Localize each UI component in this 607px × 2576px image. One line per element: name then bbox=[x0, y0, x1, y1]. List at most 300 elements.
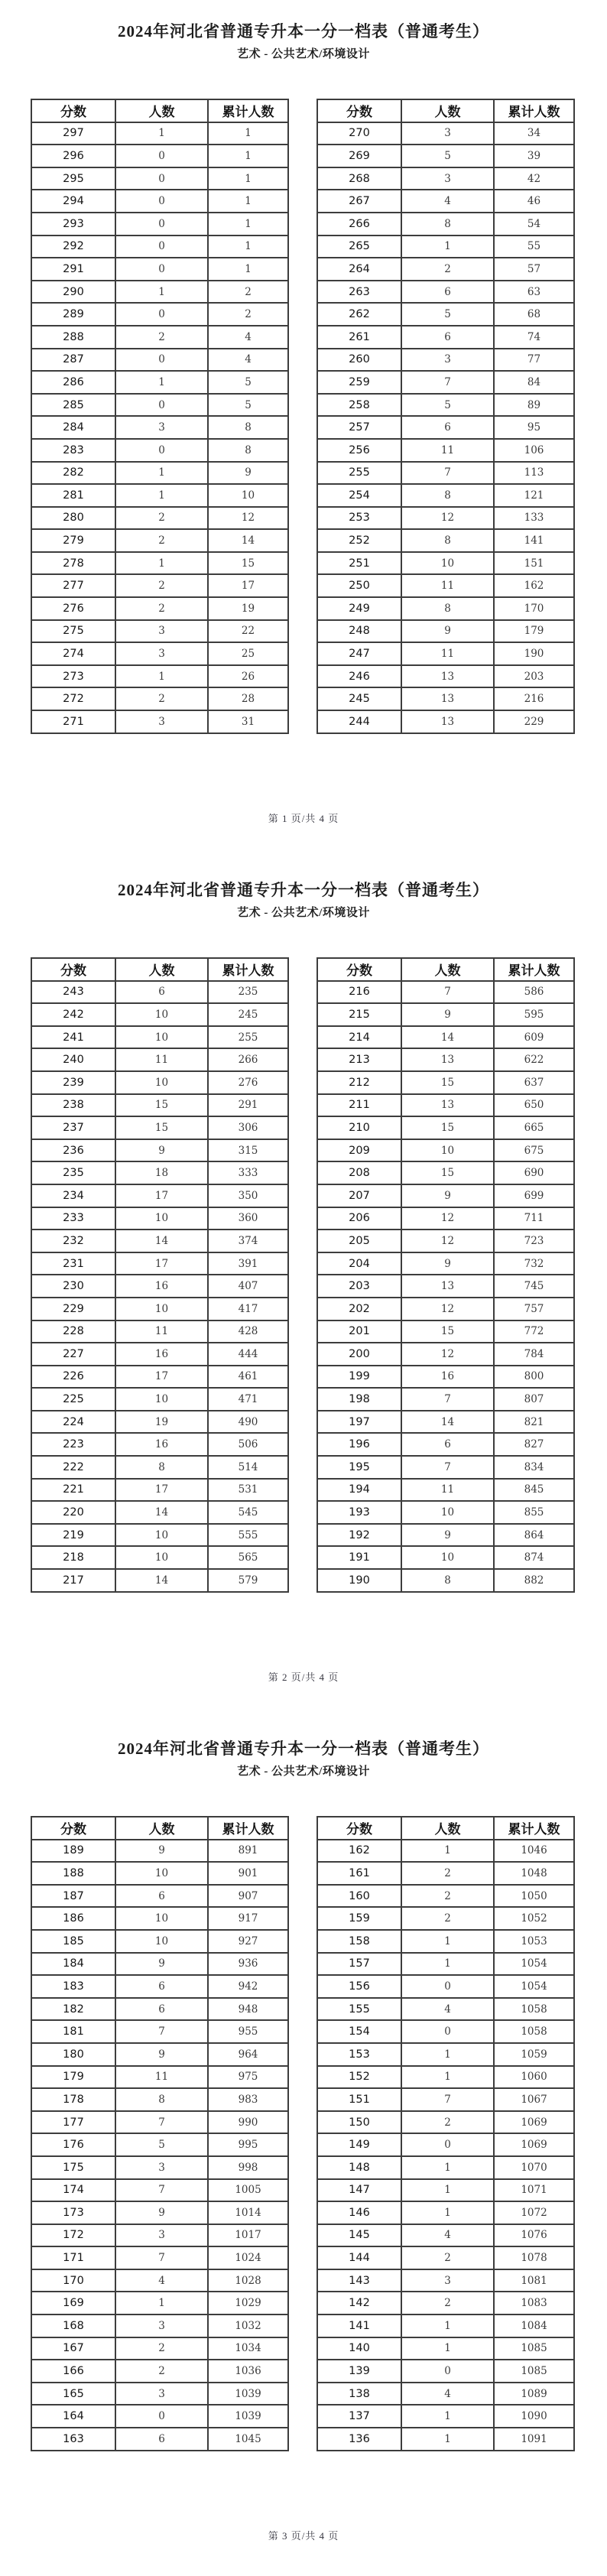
score-cell: 202 bbox=[317, 1298, 401, 1320]
score-cell: 268 bbox=[317, 167, 401, 190]
table-row bbox=[31, 1456, 288, 1479]
count-cell: 7 bbox=[401, 462, 494, 485]
table-row bbox=[317, 1003, 574, 1026]
cumulative-cell: 229 bbox=[494, 710, 574, 733]
count-cell: 7 bbox=[115, 2246, 208, 2269]
count-cell: 2 bbox=[115, 2360, 208, 2383]
table-header-row bbox=[317, 958, 574, 981]
page-3 bbox=[0, 1717, 607, 2576]
table-row bbox=[31, 2405, 288, 2428]
page-title: 2024年河北省普通专升本一分一档表（普通考生） bbox=[118, 1740, 489, 1758]
count-cell: 14 bbox=[115, 1569, 208, 1592]
count-cell: 2 bbox=[401, 258, 494, 281]
cumulative-cell: 54 bbox=[494, 213, 574, 236]
table-header-row bbox=[317, 1817, 574, 1840]
cumulative-cell: 942 bbox=[208, 1975, 288, 1998]
score-cell: 172 bbox=[31, 2224, 115, 2247]
table-row bbox=[317, 1433, 574, 1456]
cumulative-cell: 203 bbox=[494, 665, 574, 688]
score-cell: 162 bbox=[317, 1840, 401, 1863]
score-cell: 235 bbox=[31, 1161, 115, 1184]
score-cell: 286 bbox=[31, 371, 115, 394]
cumulative-cell: 255 bbox=[208, 1026, 288, 1049]
table-row bbox=[31, 2428, 288, 2451]
score-cell: 156 bbox=[317, 1975, 401, 1998]
cumulative-cell: 1039 bbox=[208, 2383, 288, 2405]
cumulative-cell: 1032 bbox=[208, 2315, 288, 2337]
count-cell: 13 bbox=[401, 1094, 494, 1117]
cumulative-cell: 1 bbox=[208, 190, 288, 213]
count-cell: 0 bbox=[115, 303, 208, 326]
count-cell: 16 bbox=[401, 1366, 494, 1389]
cumulative-cell: 1024 bbox=[208, 2246, 288, 2269]
cumulative-cell: 579 bbox=[208, 1569, 288, 1592]
count-cell: 9 bbox=[401, 1252, 494, 1275]
score-cell: 224 bbox=[31, 1411, 115, 1434]
score-cell: 278 bbox=[31, 552, 115, 575]
table-row bbox=[317, 642, 574, 665]
count-cell: 15 bbox=[401, 1320, 494, 1343]
cumulative-cell: 514 bbox=[208, 1456, 288, 1479]
count-cell: 1 bbox=[401, 2201, 494, 2224]
count-cell: 10 bbox=[115, 1026, 208, 1049]
table-row bbox=[317, 122, 574, 145]
count-cell: 3 bbox=[401, 122, 494, 145]
table-row bbox=[31, 2224, 288, 2247]
cumulative-cell: 1069 bbox=[494, 2133, 574, 2156]
cumulative-cell: 1053 bbox=[494, 1930, 574, 1953]
count-cell: 6 bbox=[401, 326, 494, 349]
score-cell: 246 bbox=[317, 665, 401, 688]
count-cell: 0 bbox=[115, 213, 208, 236]
table-row bbox=[31, 1885, 288, 1908]
table-header-row bbox=[31, 958, 288, 981]
count-cell: 1 bbox=[401, 2337, 494, 2360]
column-header: 累计人数 bbox=[208, 958, 288, 981]
score-cell: 253 bbox=[317, 507, 401, 530]
column-header: 累计人数 bbox=[494, 1817, 574, 1840]
score-cell: 191 bbox=[317, 1546, 401, 1569]
count-cell: 10 bbox=[115, 1862, 208, 1885]
cumulative-cell: 190 bbox=[494, 642, 574, 665]
score-cell: 222 bbox=[31, 1456, 115, 1479]
score-cell: 189 bbox=[31, 1840, 115, 1863]
score-cell: 285 bbox=[31, 394, 115, 417]
table-row bbox=[31, 1161, 288, 1184]
cumulative-cell: 162 bbox=[494, 574, 574, 597]
cumulative-cell: 1070 bbox=[494, 2156, 574, 2179]
page-2 bbox=[0, 859, 607, 1717]
score-cell: 199 bbox=[317, 1366, 401, 1389]
score-cell: 283 bbox=[31, 439, 115, 462]
table-row bbox=[31, 1930, 288, 1953]
table-row bbox=[317, 2360, 574, 2383]
page-subtitle: 艺术 - 公共艺术/环境设计 bbox=[237, 1766, 370, 1778]
cumulative-cell: 1060 bbox=[494, 2066, 574, 2089]
table-row bbox=[31, 1094, 288, 1117]
score-cell: 266 bbox=[317, 213, 401, 236]
score-cell: 136 bbox=[317, 2428, 401, 2451]
cumulative-cell: 490 bbox=[208, 1411, 288, 1434]
count-cell: 11 bbox=[401, 439, 494, 462]
score-cell: 237 bbox=[31, 1116, 115, 1139]
table-row bbox=[317, 1139, 574, 1162]
table-row bbox=[31, 484, 288, 507]
score-cell: 206 bbox=[317, 1207, 401, 1230]
count-cell: 10 bbox=[401, 1546, 494, 1569]
table-row bbox=[317, 2020, 574, 2043]
cumulative-cell: 39 bbox=[494, 145, 574, 167]
cumulative-cell: 1089 bbox=[494, 2383, 574, 2405]
score-cell: 248 bbox=[317, 620, 401, 643]
count-cell: 6 bbox=[115, 1975, 208, 1998]
table-row bbox=[31, 2246, 288, 2269]
count-cell: 9 bbox=[115, 1139, 208, 1162]
score-cell: 163 bbox=[31, 2428, 115, 2451]
cumulative-cell: 1 bbox=[208, 236, 288, 258]
count-cell: 11 bbox=[401, 574, 494, 597]
count-cell: 10 bbox=[115, 1388, 208, 1411]
score-cell: 275 bbox=[31, 620, 115, 643]
table-row bbox=[31, 1975, 288, 1998]
score-cell: 167 bbox=[31, 2337, 115, 2360]
table-row bbox=[31, 213, 288, 236]
count-cell: 12 bbox=[401, 1230, 494, 1252]
count-cell: 0 bbox=[401, 2020, 494, 2043]
table-row bbox=[31, 507, 288, 530]
cumulative-cell: 4 bbox=[208, 349, 288, 372]
score-cell: 295 bbox=[31, 167, 115, 190]
cumulative-cell: 995 bbox=[208, 2133, 288, 2156]
count-cell: 10 bbox=[401, 1139, 494, 1162]
score-cell: 217 bbox=[31, 1569, 115, 1592]
count-cell: 0 bbox=[401, 2133, 494, 2156]
cumulative-cell: 8 bbox=[208, 416, 288, 439]
score-cell: 239 bbox=[31, 1071, 115, 1094]
table-row bbox=[317, 484, 574, 507]
table-row bbox=[317, 303, 574, 326]
table-row bbox=[317, 2315, 574, 2337]
table-row bbox=[317, 1094, 574, 1117]
score-cell: 281 bbox=[31, 484, 115, 507]
score-cell: 139 bbox=[317, 2360, 401, 2383]
cumulative-cell: 732 bbox=[494, 1252, 574, 1275]
cumulative-cell: 42 bbox=[494, 167, 574, 190]
count-cell: 1 bbox=[115, 484, 208, 507]
cumulative-cell: 975 bbox=[208, 2066, 288, 2089]
table-row bbox=[31, 1998, 288, 2021]
score-cell: 272 bbox=[31, 687, 115, 710]
cumulative-cell: 531 bbox=[208, 1479, 288, 1502]
table-row bbox=[31, 2201, 288, 2224]
score-cell: 153 bbox=[317, 2043, 401, 2066]
cumulative-cell: 461 bbox=[208, 1366, 288, 1389]
count-cell: 15 bbox=[401, 1116, 494, 1139]
count-cell: 3 bbox=[115, 2383, 208, 2405]
cumulative-cell: 586 bbox=[494, 981, 574, 1004]
count-cell: 17 bbox=[115, 1184, 208, 1207]
score-cell: 144 bbox=[317, 2246, 401, 2269]
count-cell: 13 bbox=[401, 665, 494, 688]
table-row bbox=[31, 2315, 288, 2337]
score-cell: 140 bbox=[317, 2337, 401, 2360]
score-cell: 212 bbox=[317, 1071, 401, 1094]
score-cell: 263 bbox=[317, 281, 401, 304]
cumulative-cell: 882 bbox=[494, 1569, 574, 1592]
cumulative-cell: 428 bbox=[208, 1320, 288, 1343]
cumulative-cell: 891 bbox=[208, 1840, 288, 1863]
score-cell: 223 bbox=[31, 1433, 115, 1456]
count-cell: 8 bbox=[115, 1456, 208, 1479]
cumulative-cell: 983 bbox=[208, 2088, 288, 2111]
cumulative-cell: 391 bbox=[208, 1252, 288, 1275]
score-cell: 194 bbox=[317, 1479, 401, 1502]
cumulative-cell: 545 bbox=[208, 1501, 288, 1524]
table-row bbox=[317, 574, 574, 597]
score-cell: 245 bbox=[317, 687, 401, 710]
table-row bbox=[317, 281, 574, 304]
count-cell: 6 bbox=[401, 281, 494, 304]
cumulative-cell: 68 bbox=[494, 303, 574, 326]
table-row bbox=[31, 1840, 288, 1863]
cumulative-cell: 784 bbox=[494, 1343, 574, 1366]
count-cell: 0 bbox=[401, 2360, 494, 2383]
table-row bbox=[31, 1501, 288, 1524]
table-row bbox=[31, 529, 288, 552]
cumulative-cell: 2 bbox=[208, 281, 288, 304]
cumulative-cell: 1 bbox=[208, 122, 288, 145]
cumulative-cell: 1083 bbox=[494, 2292, 574, 2315]
page-footer: 第 1 页/共 4 页 bbox=[268, 813, 339, 824]
cumulative-cell: 306 bbox=[208, 1116, 288, 1139]
count-cell: 2 bbox=[401, 1885, 494, 1908]
score-cell: 228 bbox=[31, 1320, 115, 1343]
cumulative-cell: 699 bbox=[494, 1184, 574, 1207]
count-cell: 4 bbox=[401, 2224, 494, 2247]
table-row bbox=[317, 349, 574, 372]
cumulative-cell: 34 bbox=[494, 122, 574, 145]
tables-container bbox=[0, 1816, 607, 2451]
table-row bbox=[317, 1298, 574, 1320]
table-row bbox=[31, 2088, 288, 2111]
cumulative-cell: 10 bbox=[208, 484, 288, 507]
table-row bbox=[31, 2337, 288, 2360]
count-cell: 13 bbox=[401, 687, 494, 710]
table-row bbox=[31, 574, 288, 597]
score-cell: 249 bbox=[317, 597, 401, 620]
table-row bbox=[31, 1907, 288, 1930]
count-cell: 15 bbox=[401, 1161, 494, 1184]
count-cell: 1 bbox=[115, 281, 208, 304]
count-cell: 19 bbox=[115, 1411, 208, 1434]
table-header-row bbox=[317, 99, 574, 122]
table-row bbox=[31, 1275, 288, 1298]
page-header bbox=[0, 0, 607, 63]
count-cell: 2 bbox=[115, 326, 208, 349]
table-row bbox=[31, 394, 288, 417]
table-row bbox=[31, 190, 288, 213]
table-row bbox=[317, 597, 574, 620]
cumulative-cell: 506 bbox=[208, 1433, 288, 1456]
count-cell: 0 bbox=[115, 190, 208, 213]
table-row bbox=[31, 1207, 288, 1230]
cumulative-cell: 955 bbox=[208, 2020, 288, 2043]
cumulative-cell: 121 bbox=[494, 484, 574, 507]
count-cell: 3 bbox=[115, 416, 208, 439]
score-cell: 188 bbox=[31, 1862, 115, 1885]
count-cell: 6 bbox=[115, 981, 208, 1004]
table-row bbox=[317, 981, 574, 1004]
score-cell: 218 bbox=[31, 1546, 115, 1569]
cumulative-cell: 63 bbox=[494, 281, 574, 304]
count-cell: 1 bbox=[401, 1953, 494, 1976]
score-cell: 207 bbox=[317, 1184, 401, 1207]
score-cell: 236 bbox=[31, 1139, 115, 1162]
page-header bbox=[0, 1717, 607, 1780]
table-row bbox=[31, 2133, 288, 2156]
count-cell: 7 bbox=[115, 2111, 208, 2134]
score-cell: 287 bbox=[31, 349, 115, 372]
count-cell: 8 bbox=[401, 1569, 494, 1592]
score-cell: 161 bbox=[317, 1862, 401, 1885]
table-row bbox=[317, 1366, 574, 1389]
count-cell: 10 bbox=[115, 1546, 208, 1569]
table-row bbox=[317, 2043, 574, 2066]
cumulative-cell: 855 bbox=[494, 1501, 574, 1524]
score-cell: 259 bbox=[317, 371, 401, 394]
score-cell: 178 bbox=[31, 2088, 115, 2111]
cumulative-cell: 1069 bbox=[494, 2111, 574, 2134]
count-cell: 10 bbox=[115, 1207, 208, 1230]
score-cell: 201 bbox=[317, 1320, 401, 1343]
score-cell: 211 bbox=[317, 1094, 401, 1117]
table-row bbox=[317, 416, 574, 439]
score-cell: 293 bbox=[31, 213, 115, 236]
score-cell: 192 bbox=[317, 1524, 401, 1547]
table-row bbox=[31, 981, 288, 1004]
table-row bbox=[317, 1161, 574, 1184]
count-cell: 7 bbox=[401, 2088, 494, 2111]
count-cell: 7 bbox=[401, 1388, 494, 1411]
count-cell: 15 bbox=[115, 1094, 208, 1117]
table-row bbox=[317, 2156, 574, 2179]
score-cell: 250 bbox=[317, 574, 401, 597]
count-cell: 9 bbox=[401, 620, 494, 643]
count-cell: 6 bbox=[115, 1998, 208, 2021]
table-row bbox=[317, 2428, 574, 2451]
table-row bbox=[317, 507, 574, 530]
table-row bbox=[317, 620, 574, 643]
score-cell: 232 bbox=[31, 1230, 115, 1252]
score-cell: 181 bbox=[31, 2020, 115, 2043]
cumulative-cell: 407 bbox=[208, 1275, 288, 1298]
score-cell: 251 bbox=[317, 552, 401, 575]
cumulative-cell: 333 bbox=[208, 1161, 288, 1184]
table-row bbox=[31, 236, 288, 258]
cumulative-cell: 57 bbox=[494, 258, 574, 281]
column-header: 人数 bbox=[401, 1817, 494, 1840]
count-cell: 3 bbox=[115, 2315, 208, 2337]
count-cell: 16 bbox=[115, 1275, 208, 1298]
count-cell: 0 bbox=[115, 167, 208, 190]
table-row bbox=[31, 167, 288, 190]
table-row bbox=[317, 552, 574, 575]
table-row bbox=[31, 1048, 288, 1071]
cumulative-cell: 757 bbox=[494, 1298, 574, 1320]
cumulative-cell: 637 bbox=[494, 1071, 574, 1094]
count-cell: 2 bbox=[401, 1907, 494, 1930]
table-header-row bbox=[31, 99, 288, 122]
table-row bbox=[317, 190, 574, 213]
table-row bbox=[31, 439, 288, 462]
column-header: 分数 bbox=[31, 958, 115, 981]
cumulative-cell: 1039 bbox=[208, 2405, 288, 2428]
score-table-right bbox=[316, 99, 575, 734]
page-footer: 第 3 页/共 4 页 bbox=[268, 2530, 339, 2542]
table-row bbox=[31, 2066, 288, 2089]
score-cell: 183 bbox=[31, 1975, 115, 1998]
count-cell: 9 bbox=[401, 1524, 494, 1547]
score-cell: 220 bbox=[31, 1501, 115, 1524]
table-row bbox=[31, 145, 288, 167]
count-cell: 5 bbox=[401, 394, 494, 417]
column-header: 人数 bbox=[115, 958, 208, 981]
table-row bbox=[31, 620, 288, 643]
table-row bbox=[31, 349, 288, 372]
column-header: 累计人数 bbox=[208, 1817, 288, 1840]
cumulative-cell: 745 bbox=[494, 1275, 574, 1298]
score-cell: 169 bbox=[31, 2292, 115, 2315]
count-cell: 2 bbox=[401, 2292, 494, 2315]
table-row bbox=[31, 1953, 288, 1976]
table-row bbox=[31, 1184, 288, 1207]
score-cell: 174 bbox=[31, 2179, 115, 2202]
cumulative-cell: 595 bbox=[494, 1003, 574, 1026]
table-row bbox=[31, 2020, 288, 2043]
score-cell: 277 bbox=[31, 574, 115, 597]
score-cell: 186 bbox=[31, 1907, 115, 1930]
cumulative-cell: 19 bbox=[208, 597, 288, 620]
count-cell: 2 bbox=[115, 687, 208, 710]
cumulative-cell: 14 bbox=[208, 529, 288, 552]
table-row bbox=[317, 1184, 574, 1207]
score-cell: 196 bbox=[317, 1433, 401, 1456]
cumulative-cell: 235 bbox=[208, 981, 288, 1004]
page-title: 2024年河北省普通专升本一分一档表（普通考生） bbox=[118, 881, 489, 899]
count-cell: 17 bbox=[115, 1366, 208, 1389]
count-cell: 9 bbox=[115, 2201, 208, 2224]
cumulative-cell: 964 bbox=[208, 2043, 288, 2066]
score-cell: 168 bbox=[31, 2315, 115, 2337]
count-cell: 14 bbox=[401, 1026, 494, 1049]
table-row bbox=[31, 1546, 288, 1569]
cumulative-cell: 1091 bbox=[494, 2428, 574, 2451]
table-row bbox=[317, 1953, 574, 1976]
score-cell: 155 bbox=[317, 1998, 401, 2021]
cumulative-cell: 1046 bbox=[494, 1840, 574, 1863]
table-row bbox=[31, 1320, 288, 1343]
cumulative-cell: 74 bbox=[494, 326, 574, 349]
table-row bbox=[317, 326, 574, 349]
count-cell: 11 bbox=[115, 1320, 208, 1343]
table-row bbox=[31, 1524, 288, 1547]
count-cell: 0 bbox=[115, 236, 208, 258]
cumulative-cell: 1028 bbox=[208, 2269, 288, 2292]
score-cell: 282 bbox=[31, 462, 115, 485]
score-cell: 213 bbox=[317, 1048, 401, 1071]
table-row bbox=[317, 1479, 574, 1502]
count-cell: 7 bbox=[401, 371, 494, 394]
